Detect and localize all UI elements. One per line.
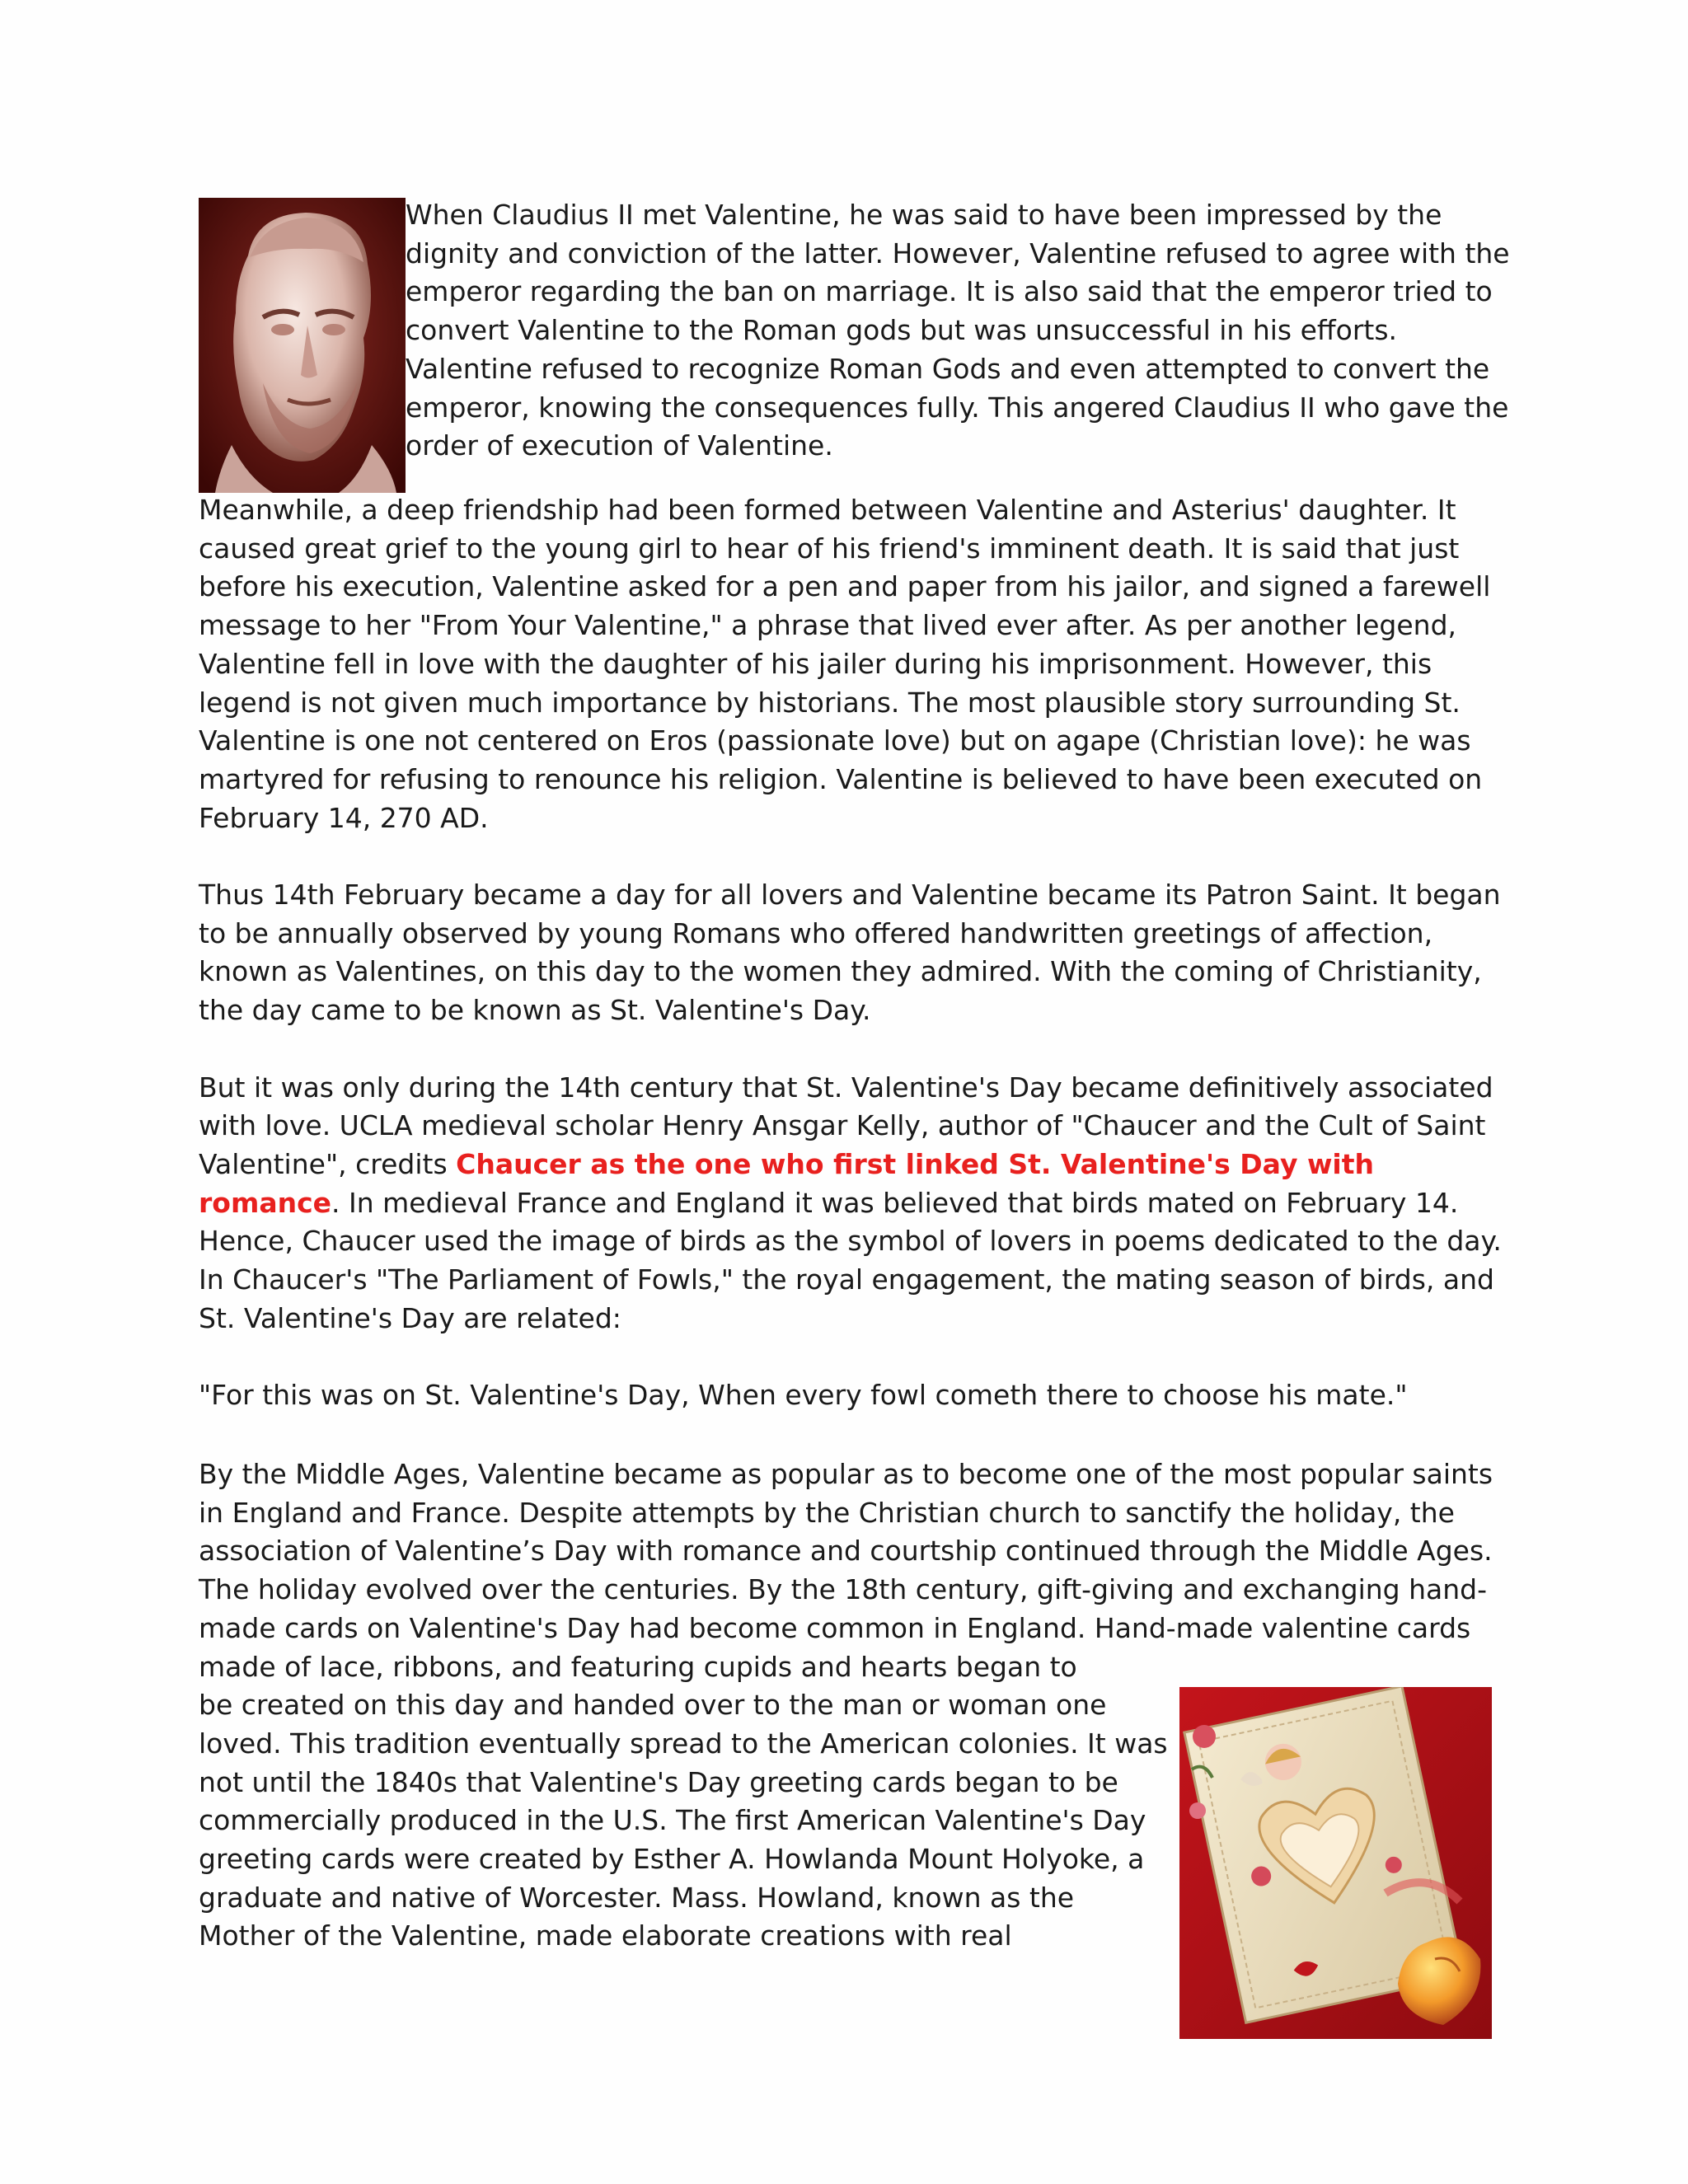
chaucer-text-after: . In medieval France and England it was believed that birds mated on February 14. Hence, Chaucer used the image of birds as the symbol of lovers in poems dedicated to the day. In Chaucer's "The Parliament of Fowls," the royal engagement, the mating season of birds, and St. Valentine's Day are related:: [199, 1186, 1502, 1334]
chaucer-text-before: But it was only during the 14th century that St. Valentine's Day became definitively associated with love. UCLA medieval scholar Henry Ansgar Kelly, author of "Chaucer and the Cult of Saint Valentine", credits: [199, 1071, 1493, 1180]
paragraph-chaucer: [199, 1069, 1517, 1338]
article-body: [199, 491, 1517, 1415]
middle-ages-full-width: By the Middle Ages, Valentine became as popular as to become one of the most popular saints in England and France. Despite attempts by the Christian church to sanctify the holiday, the association of Valentine’s Day with romance and courtship continued through the Middle Ages. The holiday evolved over the centuries. By the 18th century, gift-giving and exchanging hand-made cards on Valentine's Day had become common in England. Hand-made valentine cards made of lace, ribbons, and featuring cupids and hearts began to: [199, 1458, 1493, 1683]
valentine-card-illustration: [1179, 1687, 1492, 2039]
chaucer-highlight: Chaucer as the one who first linked St. Valentine's Day with romance: [199, 1147, 1375, 1219]
middle-ages-wrapped: be created on this day and handed over to the man or woman one loved. This tradition eventually spread to the American colonies. It was not until the 1840s that Valentine's Day greeting cards began to be commercially produced in the U.S. The first American Valentine's Day greeting cards were created by Esther A. Howlanda Mount Holyoke, a graduate and native of Worcester. Mass. Howland, known as the Mother of the Valentine, made elaborate creations with real: [199, 1689, 1168, 1952]
bust-illustration: [199, 198, 406, 493]
valentine-card-image: [1179, 1687, 1492, 2039]
quote-paragraph: "For this was on St. Valentine's Day, When every fowl cometh there to choose his mate.": [199, 1379, 1408, 1412]
intro-paragraph: When Claudius II met Valentine, he was said to have been impressed by the dignity and conviction of the latter. However, Valentine refused to agree with the emperor regarding the ban on marriage. It is also said that the emperor tried to convert Valentine to the Roman gods but was unsuccessful in his efforts. Valentine refused to recognize Roman Gods and even attempted to convert the emperor, knowing the consequences fully. This angered Claudius II who gave the order of execution of Valentine.: [406, 199, 1510, 462]
paragraph-friendship: Meanwhile, a deep friendship had been formed between Valentine and Asterius' daughter. It caused great grief to the young girl to hear of his friend's imminent death. It is said that just before his execution, Valentine asked for a pen and paper from his jailor, and signed a farewell message to her "From Your Valentine," a phrase that lived ever after. As per another legend, Valentine fell in love with the daughter of his jailer during his imprisonment. However, this legend is not given much importance by historians. The most plausible story surrounding St. Valentine is one not centered on Eros (passionate love) but on agape (Christian love): he was martyred for refusing to renounce his religion. Valentine is believed to have been executed on February 14, 270 AD.: [199, 494, 1491, 834]
claudius-bust-image: [199, 198, 406, 493]
paragraph-patron-saint: Thus 14th February became a day for all lovers and Valentine became its Patron Saint. It began to be annually observed by young Romans who offered handwritten greetings of affection, known as Valentines, on this day to the women they admired. With the coming of Christianity, the day came to be known as St. Valentine's Day.: [199, 879, 1501, 1027]
